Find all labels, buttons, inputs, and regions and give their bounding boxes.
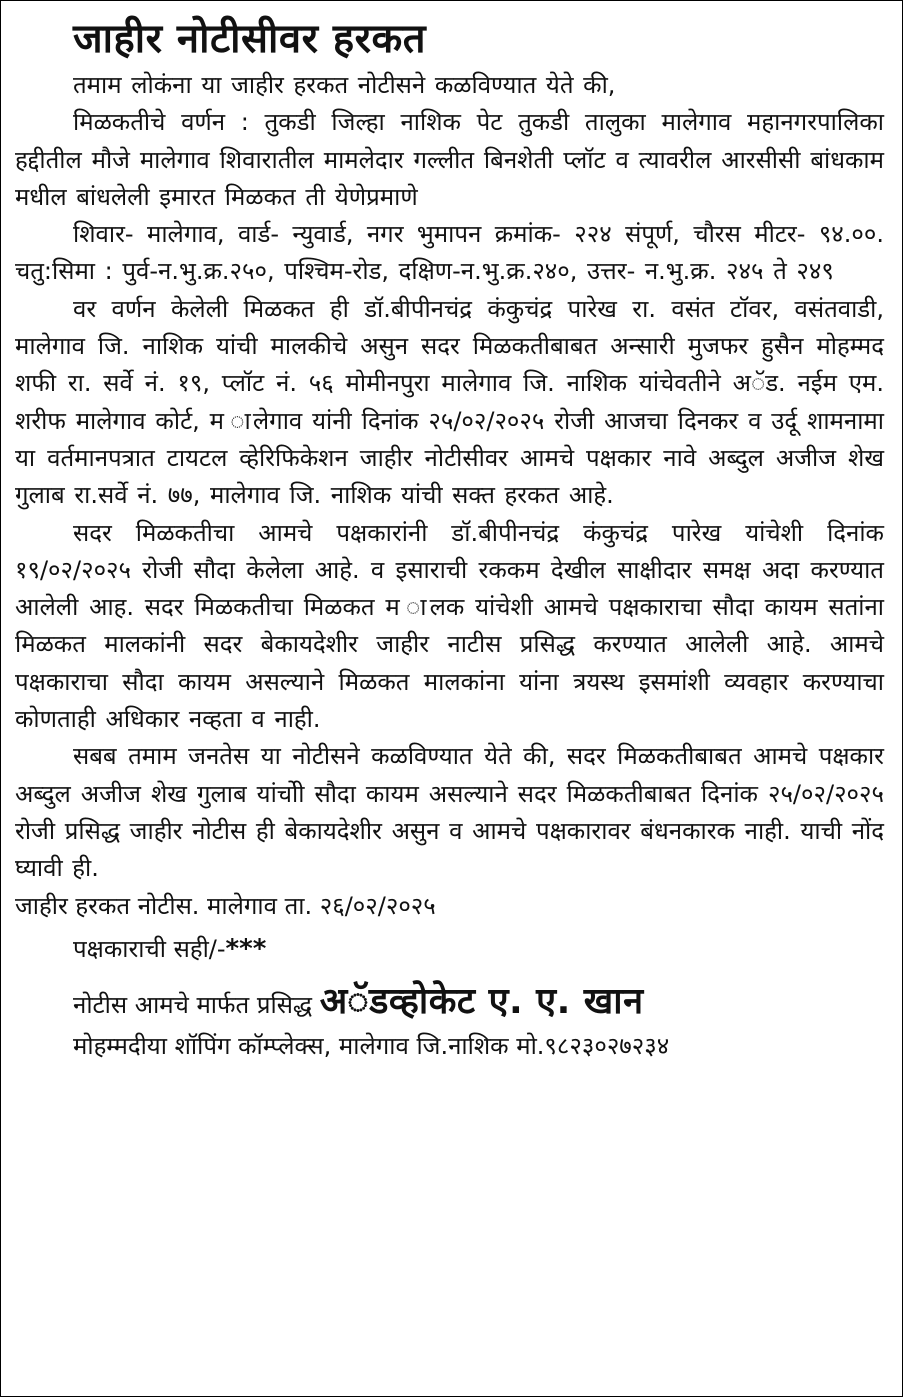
advocate-name: अॅडव्होकेट ए. ए. खान bbox=[319, 981, 644, 1023]
property-description: मिळकतीचे वर्णन : तुकडी जिल्हा नाशिक पेट तुकडी तालुका मालेगाव महानगरपालिका हद्दीतील मौजे मालेगाव शिवारातील मामलेदार गल्लीत बिनशेती प्लॉट व त्यावरील आरसीसी बांधकाम मधील बांधलेली इमारत मिळकत ती येणेप्रमाणे bbox=[15, 108, 884, 211]
publisher-prefix: नोटीस आमचे मार्फत प्रसिद्ध bbox=[73, 991, 313, 1020]
intro-text: तमाम लोकंना या जाहीर हरकत नोटीसने कळविण्यात येते की, bbox=[73, 71, 616, 99]
notice-title: जाहीर नोटीसीवर हरकत bbox=[73, 16, 427, 62]
closing-line: जाहीर हरकत नोटीस. मालेगाव ता. २६/०२/२०२५ bbox=[15, 891, 436, 920]
advocate-address: मोहम्मदीया शॉपिंग कॉम्प्लेक्स, मालेगाव जि.नाशिक मो.९८२३०२७२३४ bbox=[73, 1032, 670, 1061]
signature-label: पक्षकाराची सही/- bbox=[73, 934, 226, 963]
signature-stars: *** bbox=[225, 933, 267, 964]
property-details: शिवार- मालेगाव, वार्ड- न्युवार्ड, नगर भुमापन क्रमांक- २२४ संपूर्ण, चौरस मीटर- ९४.००. चतु:सिमा : पुर्व-न.भु.क्र.२५०, पश्चिम-रोड, दक्षिण-न.भु.क्र.२४०, उत्तर- न.भु.क्र. २४५ ते २४९ bbox=[15, 220, 884, 286]
owner-paragraph: वर वर्णन केलेली मिळकत ही डॉ.बीपीनचंद्र कंकुचंद्र पारेख रा. वसंत टॉवर, वसंतवाडी, मालेगाव जि. नाशिक यांची मालकीचे असुन सदर मिळकतीबाबत अन्सारी मुजफर हुसैन मोहम्मद शफी रा. सर्वे नं. १९, प्लॉट नं. ५६ मोमीनपुरा मालेगाव जि. नाशिक यांचेवतीने अॅड. नईम एम. शरीफ मालेगाव कोर्ट, म ालेगाव यांनी दिनांक २५/०२/२०२५ रोजी आजचा दिनकर व उर्दू शामनामा या वर्तमानपत्रात टायटल व्हेरिफिकेशन जाहीर नोटीसीवर आमचे पक्षकार नावे अब्दुल अजीज शेख गुलाब रा.सर्वे नं. ७७, मालेगाव जि. नाशिक यांची सक्त हरकत आहे. bbox=[15, 294, 884, 510]
deal-paragraph: सदर मिळकतीचा आमचे पक्षकारांनी डॉ.बीपीनचंद्र कंकुचंद्र पारेख यांचेशी दिनांक १९/०२/२०२५ रोजी सौदा केलेला आहे. व इसाराची रककम देखील साक्षीदार समक्ष अदा करण्यात आलेली आह. सदर मिळकतीचा मिळकत म ालक यांचेशी आमचे पक्षकाराचा सौदा कायम सतांना मिळकत मालकांनी सदर बेकायदेशीर जाहीर नाटीस प्रसिद्ध करण्यात आलेली आहे. आमचे पक्षकाराचा सौदा कायम असल्याने मिळकत मालकांना यांना त्रयस्थ इसमांशी व्यवहार करण्याचा कोणताही अधिकार नव्हता व नाही. bbox=[15, 518, 884, 734]
publisher-line bbox=[73, 978, 884, 1029]
conclusion-paragraph: सबब तमाम जनतेस या नोटीसने कळविण्यात येते की, सदर मिळकतीबाबत आमचे पक्षकार अब्दुल अजीज शेख गुलाब यांचोी सौदा कायम असल्याने सदर मिळकतीबाबत दिनांक २५/०२/२०२५ रोजी प्रसिद्ध जाहीर नोटीस ही बेकायदेशीर असुन व आमचे पक्षकारावर बंधनकारक नाही. याची नोंद घ्यावी ही. bbox=[15, 742, 884, 883]
signature-line bbox=[73, 931, 884, 968]
